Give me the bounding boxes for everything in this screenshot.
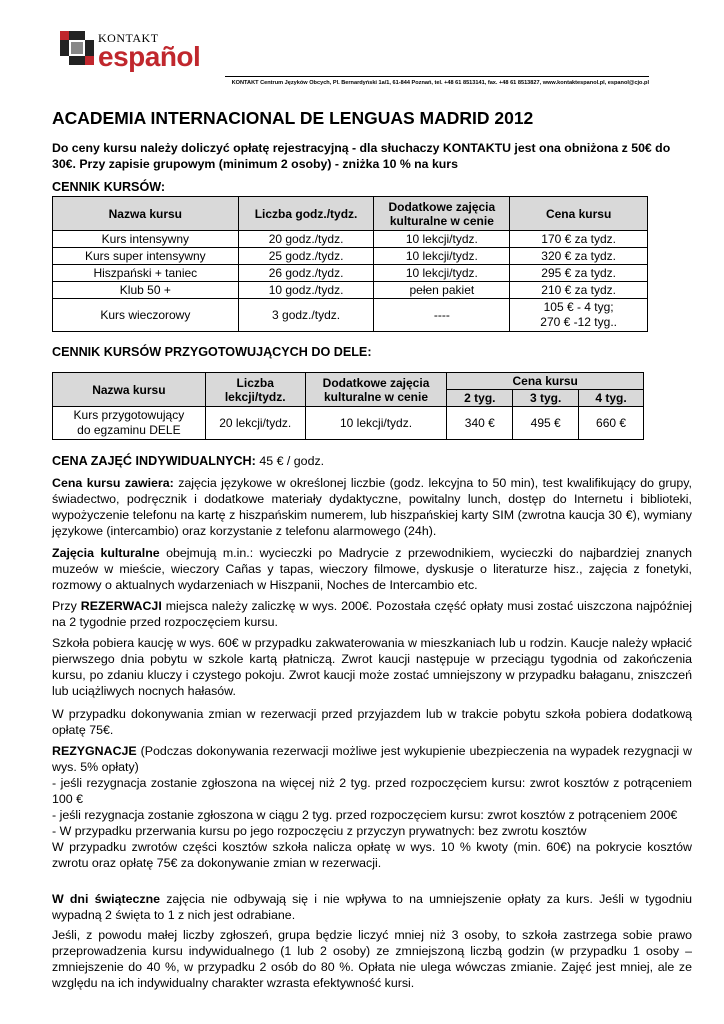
dele-count: 20 lekcji/tydz. <box>205 407 305 440</box>
course-price-line-1: 105 € - 4 tyg; <box>543 300 614 314</box>
dele-header-week: 3 tyg. <box>513 390 579 407</box>
course-name: Kurs wieczorowy <box>53 299 239 332</box>
course-extra: 10 lekcji/tydz. <box>374 248 510 265</box>
individual-line <box>52 454 324 468</box>
table-row <box>53 407 644 440</box>
course-price: 320 € za tydz. <box>510 248 648 265</box>
dele-name-line-2: do egzaminu DELE <box>77 423 181 437</box>
reservation-text: miejsca należy zaliczkę w wys. 200€. Pozostała część opłaty musi zostać uiszczona najpóźniej na 2 tygodnie przed rozpoczęciem kursu. <box>52 599 692 629</box>
cancellations-item: - W przypadku przerwania kursu po jego rozpoczęciu z przyczyn prywatnych: bez zwrotu kosztów <box>52 824 587 838</box>
course-price: 170 € za tydz. <box>510 231 648 248</box>
cancellations-item: - jeśli rezygnacja zostanie zgłoszona w ciągu 2 tyg. przed rozpoczęciem kursu: zwrot kosztów z potrąceniem 200€ <box>52 808 678 822</box>
dele-price: 660 € <box>579 407 644 440</box>
courses-header-hours: Liczba godz./tydz. <box>238 197 374 231</box>
cultural-label: Zajęcia kulturalne <box>52 546 160 560</box>
dele-header-row-1 <box>53 373 644 390</box>
dele-header-count: Liczba lekcji/tydz. <box>205 373 305 407</box>
paragraph-reservation <box>52 598 692 630</box>
course-includes-label: Cena kursu zawiera: <box>52 476 174 490</box>
dele-header-week: 2 tyg. <box>447 390 513 407</box>
course-name: Hiszpański + taniec <box>53 265 239 282</box>
paragraph-changes: W przypadku dokonywania zmian w rezerwacji przed przyjazdem lub w trakcie pobytu szkoła pobiera dodatkową opłatę 75€. <box>52 707 692 737</box>
courses-header-price: Cena kursu <box>510 197 648 231</box>
course-price: 210 € za tydz. <box>510 282 648 299</box>
cancellations-item: W przypadku zwrotów części kosztów szkoła nalicza opłatę w wys. 10 % kwoty (min. 60€) na pokrycie kosztów zwrotu oraz opłatę 75€ za dokonywanie zmian w rezerwacji. <box>52 840 692 870</box>
cancellations-intro: (Podczas dokonywania rezerwacji możliwe jest wykupienie ubezpieczenia na wypadek rezygnacji w wys. 5% opłaty) <box>52 744 692 774</box>
course-extra: ---- <box>374 299 510 332</box>
cancellations-label: REZYGNACJE <box>52 744 137 758</box>
course-hours: 25 godz./tydz. <box>238 248 374 265</box>
cancellations-intro-line <box>52 743 692 775</box>
courses-table <box>52 196 648 332</box>
dele-price: 495 € <box>513 407 579 440</box>
holidays-label: W dni świąteczne <box>52 892 161 906</box>
table-row <box>53 265 648 282</box>
holidays-text: zajęcia nie odbywają się i nie wpływa to na umniejszenie opłaty za kurs. Jeśli w tygodniu wypadną 2 święta to 1 z nich jest odrabiane. <box>52 892 692 922</box>
course-extra: 10 lekcji/tydz. <box>374 231 510 248</box>
courses-header-name: Nazwa kursu <box>53 197 239 231</box>
header-divider <box>225 76 649 77</box>
table-row <box>53 231 648 248</box>
paragraph-holidays <box>52 891 692 923</box>
individual-label: CENA ZAJĘĆ INDYWIDUALNYCH: <box>52 454 256 468</box>
course-hours: 10 godz./tydz. <box>238 282 374 299</box>
paragraph-cultural <box>52 545 692 593</box>
paragraph-deposit: Szkoła pobiera kaucję w wys. 60€ w przypadku zakwaterowania w mieszkaniach lub u rodzin. Kaucje należy wpłacić pierwszego dnia pobytu w szkole kartą płatniczą. Zwrot kaucji następuje w przeciągu tygodnia od zakończenia kursu, po zdaniu kluczy i czystego pokoju. Zwrot kaucji może zostać umniejszony w przypadku bałaganu, zniszczeń lub uciążliwych nocnych hałasów. <box>52 636 692 698</box>
paragraph-course-includes <box>52 475 692 539</box>
courses-table-header <box>53 197 648 231</box>
intro-text: Do ceny kursu należy doliczyć opłatę rejestracyjną - dla słuchaczy KONTAKTU jest ona obniżona z 50€ do 30€. Przy zapisie grupowym (minimum 2 osoby) - zniżka 10 % na kurs <box>52 141 671 171</box>
course-hours: 26 godz./tydz. <box>238 265 374 282</box>
page-title: ACADEMIA INTERNACIONAL DE LENGUAS MADRID 2012 <box>52 108 534 128</box>
paragraph-cancellations <box>52 743 692 871</box>
cancellations-item: - jeśli rezygnacja zostanie zgłoszona na więcej niż 2 tyg. przed rozpoczęciem kursu: zwrot kosztów z potrąceniem 100 € <box>52 776 692 806</box>
paragraph-small-groups: Jeśli, z powodu małej liczby zgłoszeń, grupa będzie liczyć mniej niż 3 osoby, to szkoła zastrzega sobie prawo przeprowadzenia kursu indywidualnego (1 lub 2 osoby) ze zmniejszoną liczbą godzin (w przypadku 1 osoby – zmniejszenie do 40 %, w przypadku 2 osób do 80 %. Opłata nie ulega wówczas zmianie. Zajęć jest mniej, ale ze względu na ich indywidualny charakter wzrasta efektywność kursi. <box>52 928 692 990</box>
dele-heading: CENNIK KURSÓW PRZYGOTOWUJĄCYCH DO DELE: <box>52 345 372 359</box>
dele-name-line-1: Kurs przygotowujący <box>73 408 185 422</box>
course-extra: 10 lekcji/tydz. <box>374 265 510 282</box>
course-price-line-2: 270 € -12 tyg.. <box>540 315 617 329</box>
course-name: Kurs intensywny <box>53 231 239 248</box>
course-includes-text: zajęcia językowe w określonej liczbie (godz. lekcyjna to 50 min), test kwalifikujący do grupy, świadectwo, podręcznik i dodatkowe materiały dydaktyczne, powitalny lunch, dostęp do Internetu i biblioteki, wypożyczenie telefonu na kartę z hiszpańskim numerem, lub hiszpańskiej karty SIM (zwrotna kaucja 30 €), wymiany językowe (intercambio) oraz korzystanie z telefonu alarmowego (24h). <box>52 476 693 538</box>
courses-header-extra: Dodatkowe zajęcia kulturalne w cenie <box>374 197 510 231</box>
dele-price: 340 € <box>447 407 513 440</box>
cultural-text: obejmują m.in.: wycieczki po Madrycie z przewodnikiem, wycieczki do najbardziej znanych muzeów w mieście, wieczory Cañas y tapas, wieczory filmowe, dyskusje o literaturze hisz., zajęcia z fonetyki, rozmowy o aktualnych wydarzeniach w Hiszpanii, Noches de Intercambio etc. <box>52 546 692 592</box>
dele-header-week: 4 tyg. <box>579 390 644 407</box>
logo-mark-icon <box>60 31 94 65</box>
dele-header-extra: Dodatkowe zajęcia kulturalne w cenie <box>305 373 447 407</box>
dele-header-price: Cena kursu <box>447 373 644 390</box>
table-row <box>53 299 648 332</box>
contact-line: KONTAKT Centrum Języków Obcych, Pl. Bernardyński 1a/1, 61-844 Poznań, tel. +48 61 8513141, fax. +48 61 8513827, www.kontaktespanol.pl, espanol@cjo.pl <box>231 80 649 86</box>
table-row <box>53 282 648 299</box>
course-name: Kurs super intensywny <box>53 248 239 265</box>
reservation-pre: Przy <box>52 599 81 613</box>
table-row <box>53 248 648 265</box>
logo-small-text: KONTAKT <box>98 31 159 45</box>
dele-header-name: Nazwa kursu <box>53 373 206 407</box>
individual-price: 45 € / godz. <box>259 454 325 468</box>
course-name: Klub 50 + <box>53 282 239 299</box>
dele-table <box>52 372 644 440</box>
reservation-label: REZERWACJI <box>80 599 162 613</box>
cennik-heading: CENNIK KURSÓW: <box>52 180 166 194</box>
course-price <box>510 299 648 332</box>
course-hours: 3 godz./tydz. <box>238 299 374 332</box>
dele-course-name <box>53 407 206 440</box>
dele-extra: 10 lekcji/tydz. <box>305 407 447 440</box>
kontakt-espanol-logo <box>58 25 208 73</box>
course-extra: pełen pakiet <box>374 282 510 299</box>
course-hours: 20 godz./tydz. <box>238 231 374 248</box>
logo-big-text: español <box>98 41 201 72</box>
course-price: 295 € za tydz. <box>510 265 648 282</box>
